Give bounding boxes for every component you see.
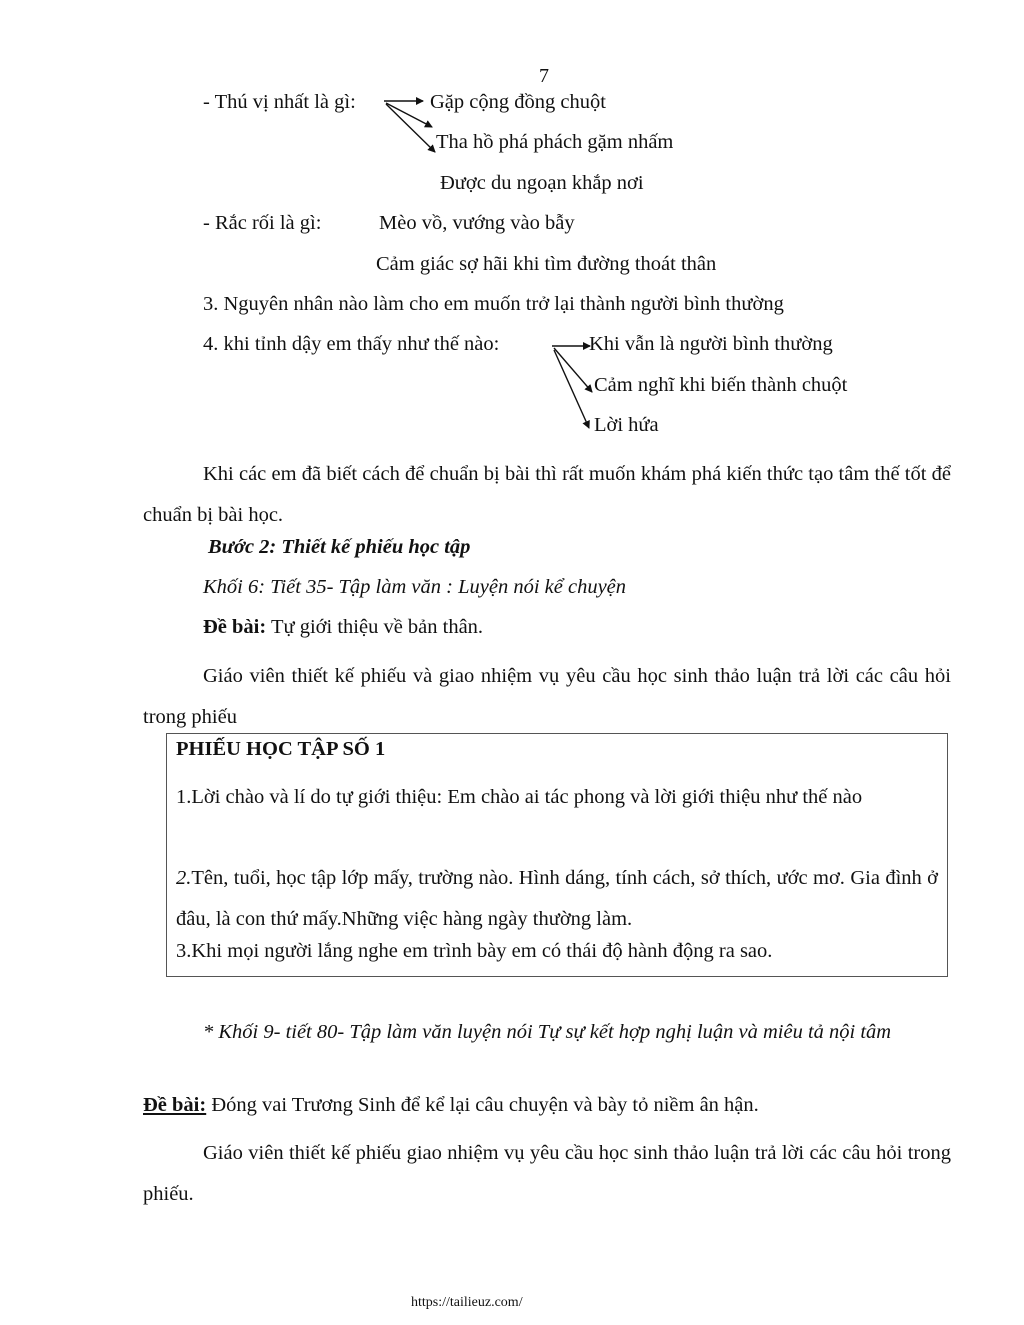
worksheet-line-1: 1.Lời chào và lí do tự giới thiệu: Em chào ai tác phong và lời giới thiệu như thế nào — [176, 786, 863, 808]
arrow-q4-2 — [554, 348, 592, 392]
interesting-item-1: Gặp cộng đồng chuột — [430, 91, 606, 113]
grade6-topic-label: Đề bài: — [203, 616, 267, 638]
step2-heading: Bước 2: Thiết kế phiếu học tập — [208, 536, 471, 558]
worksheet-line-2-num: 2. — [176, 867, 192, 889]
arrow-q4-3 — [554, 350, 589, 428]
grade6-topic — [203, 615, 483, 639]
question-3: 3. Nguyên nhân nào làm cho em muốn trở lại thành người bình thường — [203, 293, 784, 315]
question-interesting-label: - Thú vị nhất là gì: — [203, 91, 356, 113]
question-trouble-label: - Rắc rối là gì: — [203, 212, 322, 234]
worksheet-line-2-text: Tên, tuổi, học tập lớp mấy, trường nào. Hình dáng, tính cách, sở thích, ước mơ. Gia đình ở đâu, là con thứ mấy.Những việc hàng ngày thường làm. — [176, 867, 938, 930]
arrow-interesting-2 — [386, 103, 432, 127]
worksheet-line-3: 3.Khi mọi người lắng nghe em trình bày em có thái độ hành động ra sao. — [176, 940, 773, 962]
trouble-item-2: Cảm giác sợ hãi khi tìm đường thoát thân — [376, 253, 717, 275]
grade9-title: * Khối 9- tiết 80- Tập làm văn luyện nói Tự sự kết hợp nghị luận và miêu tả nội tâm — [203, 1021, 892, 1043]
question-4-label: 4. khi tỉnh dậy em thấy như thế nào: — [203, 333, 500, 355]
grade9-topic-text: Đóng vai Trương Sinh để kể lại câu chuyện và bày tỏ niềm ân hận. — [206, 1094, 759, 1116]
worksheet-line-2 — [176, 858, 938, 939]
interesting-item-3: Được du ngoạn khắp nơi — [440, 172, 644, 194]
q4-item-1: Khi vẫn là người bình thường — [589, 333, 833, 355]
grade6-title: Khối 6: Tiết 35- Tập làm văn : Luyện nói kể chuyện — [203, 576, 627, 598]
grade6-intro: Giáo viên thiết kế phiếu và giao nhiệm vụ yêu cầu học sinh thảo luận trả lời các câu hỏi trong phiếu — [143, 665, 951, 728]
worksheet-title: PHIẾU HỌC TẬP SỐ 1 — [176, 738, 386, 760]
footer-url[interactable]: https://tailieuz.com/ — [411, 1295, 523, 1310]
arrow-interesting-3 — [386, 104, 435, 152]
interesting-item-2: Tha hồ phá phách gặm nhấm — [436, 131, 674, 153]
page-number: 7 — [539, 65, 549, 87]
grade9-topic — [143, 1093, 759, 1117]
trouble-item-1: Mèo vồ, vướng vào bẫy — [379, 212, 575, 234]
grade9-topic-label: Đề bài: — [143, 1094, 207, 1116]
grade9-intro: Giáo viên thiết kế phiếu giao nhiệm vụ yêu cầu học sinh thảo luận trả lời các câu hỏi trong phiếu. — [143, 1142, 951, 1205]
q4-item-3: Lời hứa — [594, 414, 659, 436]
grade6-topic-text: Tự giới thiệu về bản thân. — [266, 616, 484, 638]
paragraph-prepare: Khi các em đã biết cách để chuẩn bị bài thì rất muốn khám phá kiến thức tạo tâm thế tốt để chuẩn bị bài học. — [143, 463, 951, 526]
q4-item-2: Cảm nghĩ khi biến thành chuột — [594, 374, 848, 396]
